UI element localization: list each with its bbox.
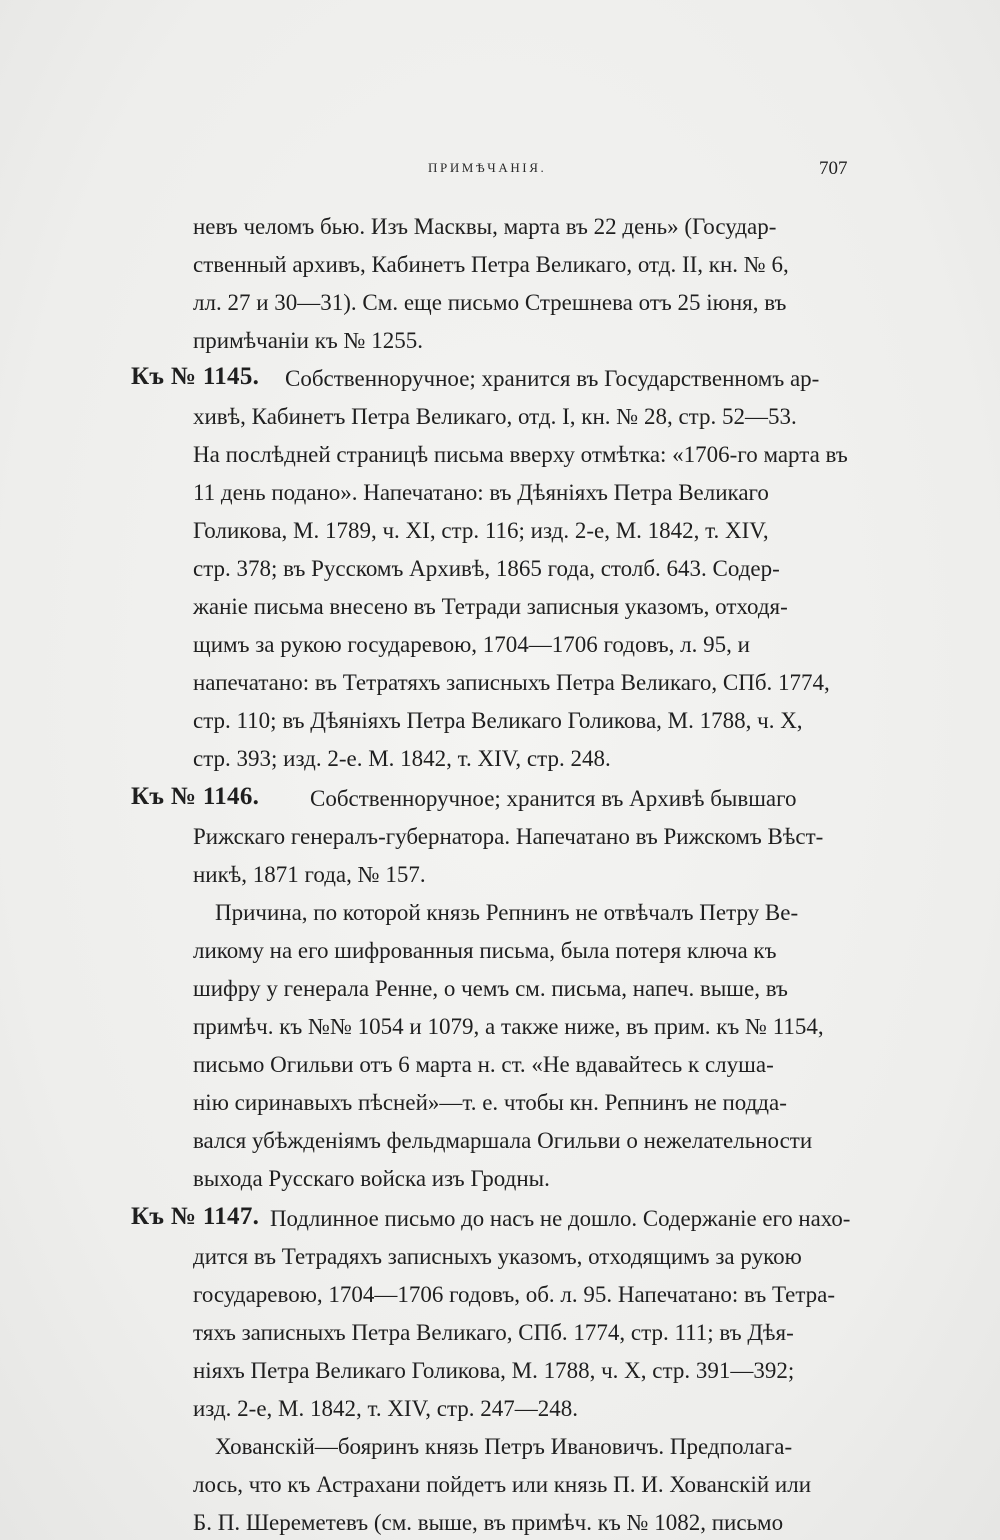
text-line: Подлинное письмо до насъ не дошло. Содержаніе его нахо- [270,1206,851,1231]
text-line: стр. 378; въ Русскомъ Архивѣ, 1865 года, столб. 643. Содер- [193,556,780,581]
text-line: ніяхъ Петра Великаго Голикова, М. 1788, ч. X, стр. 391—392; [193,1358,795,1383]
entry-heading-1145: Къ № 1145. [131,363,260,390]
text-line: дится въ Тетрадяхъ записныхъ указомъ, отходящимъ за рукою [193,1244,802,1269]
text-line: изд. 2-е, М. 1842, т. XIV, стр. 247—248. [193,1396,579,1421]
entry-heading-1146: Къ № 1146. [131,783,260,810]
text-line: Собственноручное; хранится въ Архивѣ бывшаго [310,786,797,811]
text-line: примѣчаніи къ № 1255. [193,328,423,353]
entry-heading-1147: Къ № 1147. [131,1203,260,1230]
text-line: напечатано: въ Тетратяхъ записныхъ Петра Великаго, СПб. 1774, [193,670,830,695]
text-line: шифру у генерала Ренне, о чемъ см. письма, напеч. выше, въ [193,976,788,1001]
running-head: ПРИМѢЧАНІЯ. [428,160,547,175]
text-line: щимъ за рукою государевою, 1704—1706 годовъ, л. 95, и [193,632,750,657]
text-line: Причина, по которой князь Репнинъ не отвѣчалъ Петру Ве- [215,900,799,925]
text-line: Хованскій—бояринъ князь Петръ Ивановичъ. Предполага- [215,1434,793,1459]
text-line: тяхъ записныхъ Петра Великаго, СПб. 1774, стр. 111; въ Дѣя- [193,1320,794,1345]
text-line: ликому на его шифрованныя письма, была потеря ключа къ [193,938,777,963]
text-line: Б. П. Шереметевъ (см. выше, въ примѣч. къ № 1082, письмо [193,1510,784,1535]
text-line: Рижскаго генералъ-губернатора. Напечатано въ Рижскомъ Вѣст- [193,824,824,849]
text-line: стр. 110; въ Дѣяніяхъ Петра Великаго Голикова, М. 1788, ч. X, [193,708,803,733]
text-line: На послѣдней страницѣ письма вверху отмѣтка: «1706-го марта въ [193,442,848,467]
text-line: стр. 393; изд. 2-е. М. 1842, т. XIV, стр. 248. [193,746,611,771]
text-line: Собственноручное; хранится въ Государственномъ ар- [285,366,820,391]
text-line: ственный архивъ, Кабинетъ Петра Великаго, отд. II, кн. № 6, [193,252,789,277]
text-line: Голикова, М. 1789, ч. XI, стр. 116; изд. 2-е, М. 1842, т. XIV, [193,518,769,543]
text-line: невъ челомъ бью. Изъ Масквы, марта въ 22 день» (Государ- [193,214,777,239]
text-line: лось, что къ Астрахани пойдетъ или князь П. И. Хованскій или [193,1472,812,1497]
page-number: 707 [819,158,848,179]
text-line: выхода Русскаго войска изъ Гродны. [193,1166,550,1191]
text-line: 11 день подано». Напечатано: въ Дѣяніяхъ Петра Великаго [193,480,769,505]
text-line: письмо Огильви отъ 6 марта н. ст. «Не вдавайтесь к слуша- [193,1052,774,1077]
text-line: жаніе письма внесено въ Тетради записныя указомъ, отходя- [193,594,788,619]
text-line: лл. 27 и 30—31). См. еще письмо Стрешнева отъ 25 іюня, въ [193,290,787,315]
text-line: вался убѣжденіямъ фельдмаршала Огильви о нежелательности [193,1128,813,1153]
text-line: никѣ, 1871 года, № 157. [193,862,426,887]
text-line: примѣч. къ №№ 1054 и 1079, а также ниже, въ прим. къ № 1154, [193,1014,824,1039]
text-line: государевою, 1704—1706 годовъ, об. л. 95. Напечатано: въ Тетра- [193,1282,836,1307]
text-line: нію сиринавыхъ пѣсней»—т. е. чтобы кн. Репнинъ не подда- [193,1090,787,1115]
text-line: хивѣ, Кабинетъ Петра Великаго, отд. I, кн. № 28, стр. 52—53. [193,404,797,429]
